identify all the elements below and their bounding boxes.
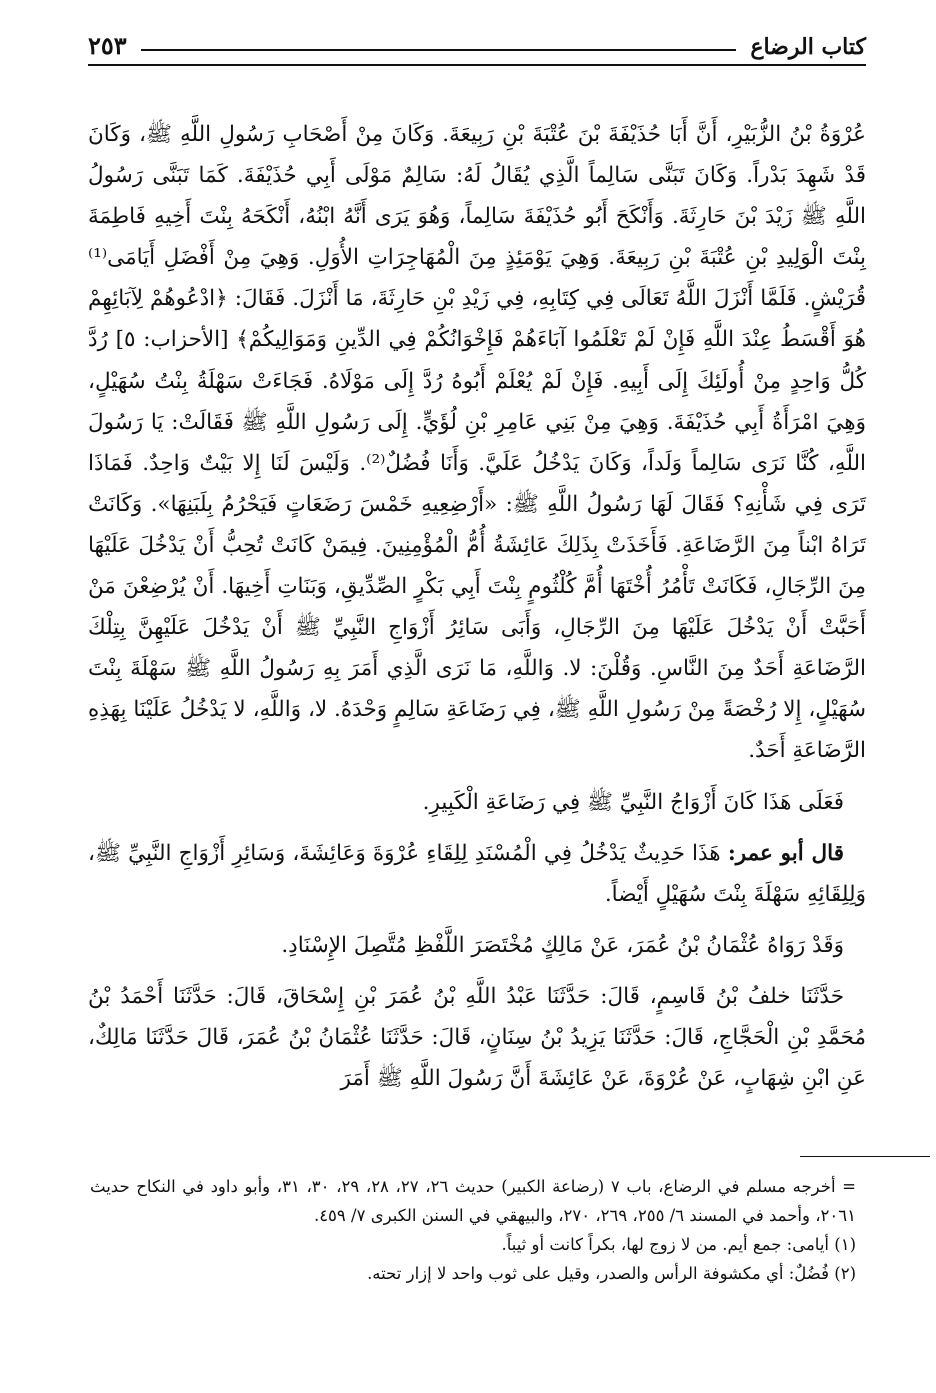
footnote-2: (٢) فُضُلٌ: أي مكشوفة الرأس والصدر، وقيل على ثوب واحد لا إزار تحته. xyxy=(367,1264,856,1283)
chapter-title: كتاب الرضاع xyxy=(750,34,866,60)
abu-umar-text: هَذَا حَدِيثٌ يَدْخُلُ فِي الْمُسْنَدِ لِلِقَاءِ عُرْوَةَ وَعَائِشَةَ، وَسَائِرِ أَزْوَاجِ النَّبِيِّ ﷺ، وَلِلِقَائِهِ سَهْلَةَ بِنْتَ سُهَيْلٍ أَيْضاً. xyxy=(88,840,866,907)
page-header xyxy=(88,18,866,66)
footnote-1: (١) أيامى: جمع أيم. من لا زوج لها، بكراً كانت أو ثيباً. xyxy=(501,1235,856,1254)
header-rule xyxy=(141,49,737,51)
footnote-takhrij: = أخرجه مسلم في الرضاع، باب ٧ (رضاعة الكبير) حديث ٢٦، ٢٧، ٢٨، ٢٩، ٣٠، ٣١، وأبو داود في النكاح حديث ٢٠٦١، وأحمد في المسند ٦/ ٢٥٥، ٢٦٩، ٢٧٠، والبيهقي في السنن الكبرى ٧/ ٤٥٩. xyxy=(90,1177,857,1225)
riwaya-paragraph: وَقَدْ رَوَاهُ عُثْمَانُ بْنُ عُمَرَ، عَنْ مَالِكٍ مُخْتَصَرَ اللَّفْظِ مُتَّصِلَ الإِسْنَادِ. xyxy=(281,932,844,958)
abu-umar-label: قال أبو عمر: xyxy=(727,840,845,866)
page-number: ٢٥٣ xyxy=(88,31,127,60)
footnotes xyxy=(90,1172,856,1288)
hadith-paragraph: عُرْوَةُ بْنُ الزُّبَيْرِ، أَنَّ أَبَا حُذَيْفَةَ بْنَ عُتْبَةَ بْنِ رَبِيعَةَ. وَكَانَ مِنْ أَصْحَابِ رَسُولِ اللَّهِ ﷺ، وَكَانَ قَدْ شَهِدَ بَدْراً. وَكَانَ تَبَنَّى سَالِماً الَّذِي يُقَالُ لَهُ: سَالِمٌ مَوْلَى أَبِي حُذَيْفَةَ. كَمَا تَبَنَّى رَسُولُ اللَّهِ ﷺ زَيْدَ بْنَ حَارِثَةَ. وَأَنْكَحَ أَبُو حُذَيْفَةَ سَالِماً، وَهُوَ يَرَى أَنَّهُ ابْنُهُ، أَنْكَحَهُ بِنْتَ أَخِيهِ فَاطِمَةَ بِنْتَ الْوَلِيدِ بْنِ عُتْبَةَ بْنِ رَبِيعَةَ. وَهِيَ يَوْمَئِذٍ مِنَ الْمُهَاجِرَاتِ الأُوَلِ. وَهِيَ مِنْ أَفْضَلِ أَيَامَى⁽¹⁾ قُرَيْشٍ. فَلَمَّا أَنْزَلَ اللَّهُ تَعَالَى فِي كِتَابِهِ، فِي زَيْدِ بْنِ حَارِثَةَ، مَا أَنْزَلَ. فَقَالَ: ﴿ادْعُوهُمْ لِآبَائِهِمْ هُوَ أَقْسَطُ عِنْدَ اللَّهِ فَإِنْ لَمْ تَعْلَمُوا آبَاءَهُمْ فَإِخْوَانُكُمْ فِي الدِّينِ وَمَوَالِيكُمْ﴾ [الأحزاب: ٥] رُدَّ كُلُّ وَاحِدٍ مِنْ أُولَئِكَ إِلَى أَبِيهِ. فَإِنْ لَمْ يُعْلَمْ أَبُوهُ رُدَّ إِلَى مَوْلَاهُ. فَجَاءَتْ سَهْلَةُ بِنْتُ سُهَيْلٍ، وَهِيَ امْرَأَةُ أَبِي حُذَيْفَةَ. وَهِيَ مِنْ بَنِي عَامِرِ بْنِ لُؤَيٍّ. إِلَى رَسُولِ اللَّهِ ﷺ فَقَالَتْ: يَا رَسُولَ اللَّهِ، كُنَّا نَرَى سَالِماً وَلَداً، وَكَانَ يَدْخُلُ عَلَيَّ. وَأَنَا فُضُلٌ⁽²⁾. وَلَيْسَ لَنَا إِلا بَيْتٌ وَاحِدٌ. فَمَاذَا تَرَى فِي شَأْنِهِ؟ فَقَالَ لَهَا رَسُولُ اللَّهِ ﷺ: «أَرْضِعِيهِ خَمْسَ رَضَعَاتٍ فَيَحْرُمُ بِلَبَنِهَا». وَكَانَتْ تَرَاهُ ابْناً مِنَ الرَّضَاعَةِ. فَأَخَذَتْ بِذَلِكَ عَائِشَةُ أُمُّ الْمُؤْمِنِينَ. فِيمَنْ كَانَتْ تُحِبُّ أَنْ يَدْخُلَ عَلَيْهَا مِنَ الرِّجَالِ، فَكَانَتْ تَأْمُرُ أُخْتَهَا أُمَّ كُلْثُومٍ بِنْتَ أَبِي بَكْرٍ الصِّدِّيقِ، وَبَنَاتِ أَخِيهَا. أَنْ يُرْضِعْنَ مَنْ أَحَبَّتْ أَنْ يَدْخُلَ عَلَيْهَا مِنَ الرِّجَالِ، وَأَبَى سَائِرُ أَزْوَاجِ النَّبِيِّ ﷺ أَنْ يَدْخُلَ عَلَيْهِنَّ بِتِلْكَ الرَّضَاعَةِ أَحَدٌ مِنَ النَّاسِ. وَقُلْنَ: لا. وَاللَّهِ، مَا نَرَى الَّذِي أَمَرَ بِهِ رَسُولُ اللَّهِ ﷺ سَهْلَةَ بِنْتَ سُهَيْلٍ، إِلا رُخْصَةً مِنْ رَسُولِ اللَّهِ ﷺ، فِي رَضَاعَةِ سَالِمٍ وَحْدَهُ. لا، وَاللَّهِ، لا يَدْخُلُ عَلَيْنَا بِهَذِهِ الرَّضَاعَةِ أَحَدٌ. xyxy=(88,122,866,764)
isnad-paragraph: حَدَّثَنَا خلفُ بْنُ قَاسِمٍ، قَالَ: حَدَّثَنَا عَبْدُ اللَّهِ بْنُ عُمَرَ بْنِ إِسْحَاقَ، قَالَ: حَدَّثَنَا أَحْمَدُ بْنُ مُحَمَّدِ بْنِ الْحَجَّاجِ، قَالَ: حَدَّثَنَا يَزِيدُ بْنُ سِنَانٍ، قَالَ: حَدَّثَنَا عُثْمَانُ بْنُ عُمَرَ، قَالَ حَدَّثَنَا مَالِكٌ، عَنِ ابْنِ شِهَابٍ، عَنْ عُرْوَةَ، عَنْ عَائِشَةَ أَنَّ رَسُولَ اللَّهِ ﷺ أَمَرَ xyxy=(88,983,866,1092)
commentary-paragraph: فَعَلَى هَذَا كَانَ أَزْوَاجُ النَّبِيِّ ﷺ فِي رَضَاعَةِ الْكَبِيرِ. xyxy=(422,789,844,815)
main-text xyxy=(88,114,866,1099)
abu-umar-paragraph xyxy=(88,833,866,915)
footnote-separator xyxy=(800,1156,930,1157)
